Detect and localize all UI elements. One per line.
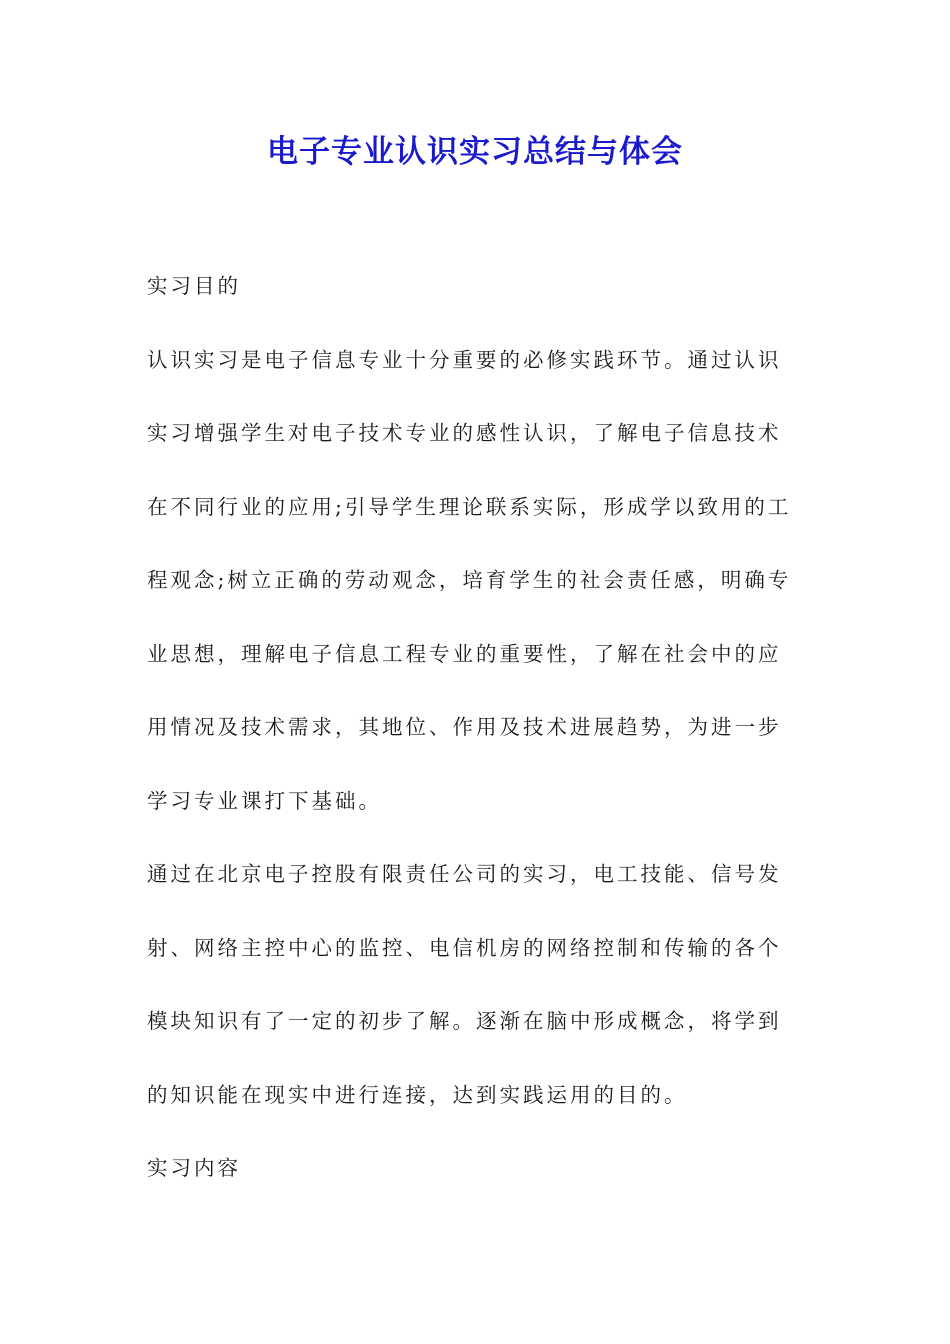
- paragraph-line: 射、网络主控中心的监控、电信机房的网络控制和传输的各个: [147, 935, 782, 960]
- section-heading-content: 实习内容: [147, 1156, 241, 1180]
- paragraph-line: 的知识能在现实中进行连接，达到实践运用的目的。: [147, 1082, 688, 1107]
- paragraph-purpose: [147, 336, 805, 851]
- paragraph-line: 用情况及技术需求，其地位、作用及技术进展趋势，为进一步: [147, 715, 782, 739]
- section-heading-purpose: 实习目的: [147, 274, 241, 298]
- paragraph-line: 通过在北京电子控股有限责任公司的实习，电工技能、信号发: [147, 862, 782, 886]
- document-body: [147, 262, 805, 1218]
- paragraph-internship-summary: [147, 850, 805, 1144]
- paragraph-line: 认识实习是电子信息专业十分重要的必修实践环节。通过认识: [147, 347, 782, 372]
- paragraph-line: 模块知识有了一定的初步了解。逐渐在脑中形成概念，将学到: [147, 1009, 782, 1033]
- document-title: 电子专业认识实习总结与体会: [267, 134, 683, 170]
- paragraph-line: 程观念;树立正确的劳动观念，培育学生的社会责任感，明确专: [147, 568, 792, 592]
- paragraph-line: 业思想，理解电子信息工程专业的重要性，了解在社会中的应: [147, 641, 782, 666]
- paragraph-line: 在不同行业的应用;引导学生理论联系实际，形成学以致用的工: [147, 494, 792, 519]
- paragraph-line: 学习专业课打下基础。: [147, 788, 382, 813]
- paragraph-line: 实习增强学生对电子技术专业的感性认识，了解电子信息技术: [147, 421, 782, 445]
